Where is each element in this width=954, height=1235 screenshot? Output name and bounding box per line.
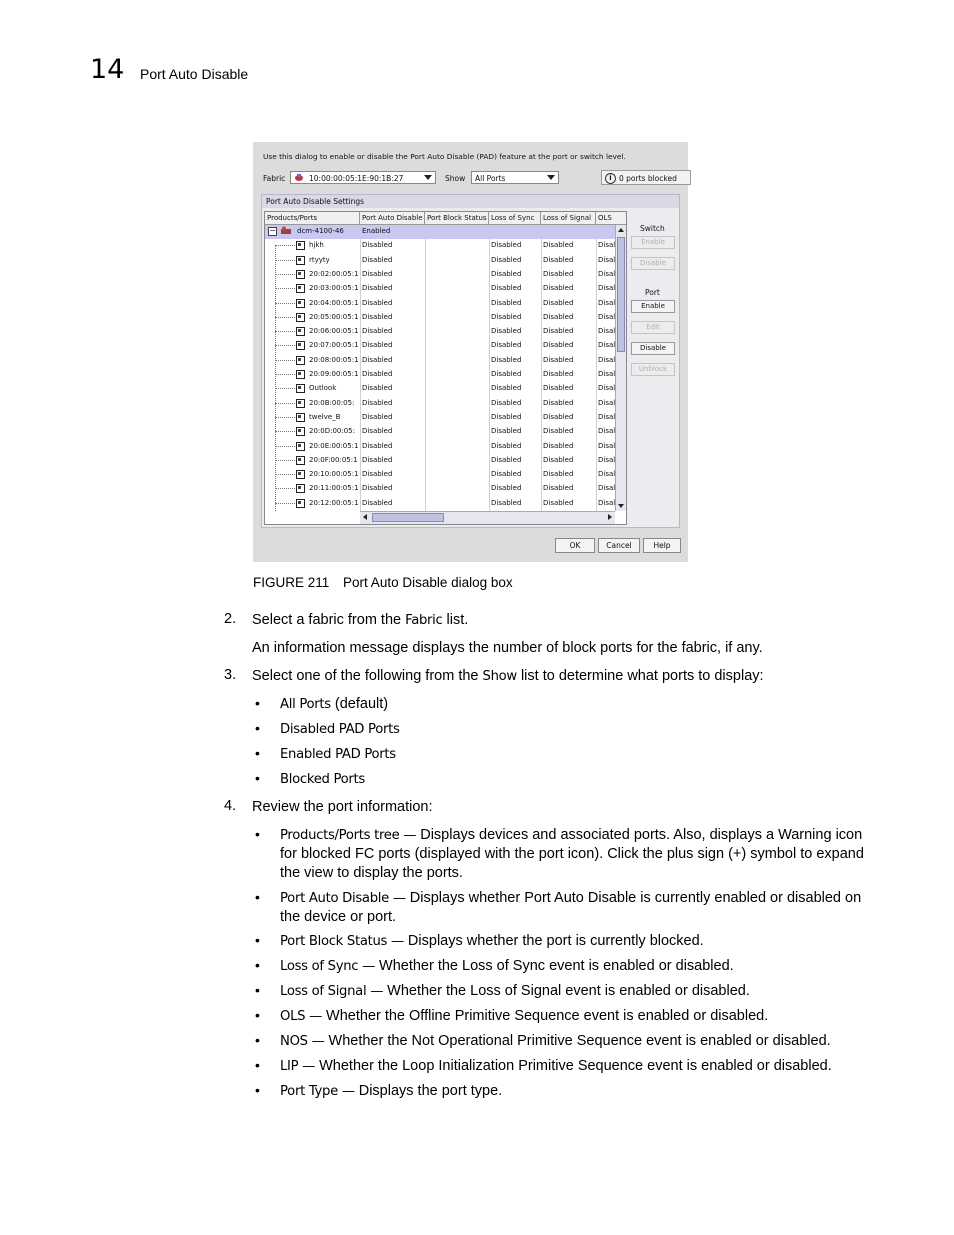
port-pad: Disabled [362, 384, 393, 393]
port-ols: Disal [598, 298, 615, 307]
table-row[interactable] [265, 497, 615, 511]
bullet-icon: • [255, 770, 260, 786]
bullet-icon: • [255, 932, 260, 948]
step-number: 2. [224, 611, 237, 627]
info-description: Whether the Not Operational Primitive Sequence event is enabled or disabled. [324, 1033, 831, 1049]
port-loss-signal: Disabled [543, 284, 574, 293]
port-ols: Disal [598, 312, 615, 321]
port-ols: Disal [598, 241, 615, 250]
port-pad: Disabled [362, 398, 393, 407]
port-loss-sync: Disabled [491, 255, 522, 264]
port-name: 20:12:00:05:1 [309, 498, 359, 507]
port-loss-sync: Disabled [491, 355, 522, 364]
settings-table [264, 211, 627, 525]
port-ols: Disal [598, 427, 615, 436]
bullet-icon: • [255, 1082, 260, 1098]
bullet-icon: • [255, 1032, 260, 1048]
port-icon [296, 384, 305, 393]
port-name: 20:0D:00:05: [309, 427, 355, 436]
port-icon [296, 284, 305, 293]
port-loss-sync: Disabled [491, 341, 522, 350]
bullet-icon: • [255, 957, 260, 973]
port-loss-signal: Disabled [543, 470, 574, 479]
switch-pad: Enabled [362, 227, 391, 235]
port-ols: Disal [598, 269, 615, 278]
port-name: Outlook [309, 384, 337, 393]
table-header [265, 212, 627, 225]
step-2-note: An information message displays the number of block ports for the fabric, if any. [252, 640, 763, 656]
scroll-up-icon[interactable] [618, 228, 624, 232]
port-name: 20:08:00:05:1 [309, 355, 359, 364]
table-row[interactable] [265, 440, 615, 454]
scroll-left-icon[interactable] [363, 514, 367, 520]
port-auto-disable-dialog [253, 142, 688, 562]
show-select-value: All Ports [475, 174, 506, 183]
port-pad: Disabled [362, 341, 393, 350]
port-name: 20:09:00:05:1 [309, 370, 359, 378]
table-row[interactable] [265, 239, 615, 253]
info-description: Whether the Loss of Sync event is enabled or disabled. [374, 958, 734, 974]
port-loss-sync: Disabled [491, 312, 522, 321]
port-loss-sync: Disabled [491, 470, 522, 479]
step-text [252, 667, 764, 686]
horizontal-scroll-thumb[interactable] [372, 513, 444, 522]
table-row[interactable] [265, 425, 615, 439]
port-loss-signal: Disabled [543, 498, 574, 507]
port-ols: Disal [598, 398, 615, 407]
blocked-status [601, 170, 691, 185]
table-row[interactable] [265, 282, 615, 296]
port-icon [296, 427, 305, 436]
port-loss-signal: Disabled [543, 384, 574, 393]
port-name: 20:02:00:05:1 [309, 269, 359, 278]
port-ols: Disal [598, 284, 615, 293]
cancel-button[interactable]: Cancel [598, 538, 640, 553]
port-loss-sync: Disabled [491, 384, 522, 393]
port-loss-sync: Disabled [491, 455, 522, 464]
switch-disable-button[interactable]: Disable [631, 257, 675, 270]
table-row[interactable] [265, 325, 615, 339]
switch-name: dcm-4100-46 [297, 227, 344, 235]
port-name: rtyyty [309, 255, 330, 264]
info-term: NOS — [280, 1034, 325, 1049]
port-loss-signal: Disabled [543, 441, 574, 450]
port-pad: Disabled [362, 298, 393, 307]
port-name: 20:0E:00:05:1 [309, 441, 359, 450]
chapter-title: Port Auto Disable [140, 66, 249, 82]
port-ols: Disal [598, 255, 615, 264]
chapter-number: 14 [90, 54, 125, 85]
port-loss-sync: Disabled [491, 370, 522, 378]
port-pad: Disabled [362, 355, 393, 364]
port-pad: Disabled [362, 312, 393, 321]
column-header-loss-sync[interactable]: Loss of Sync [489, 212, 541, 224]
table-row[interactable] [265, 468, 615, 482]
collapse-icon[interactable]: − [269, 226, 276, 235]
settings-title: Port Auto Disable Settings [266, 197, 365, 206]
info-description: Displays whether Port Auto Disable is currently enabled or disabled on the device or port. [280, 890, 862, 925]
fabric-label: Fabric [263, 174, 286, 183]
port-icon [296, 313, 305, 322]
port-icon [296, 270, 305, 279]
port-section-label: Port [645, 288, 660, 297]
table-row[interactable] [265, 254, 615, 268]
show-option-item [280, 720, 872, 739]
port-ols: Disal [598, 384, 615, 393]
port-pad: Disabled [362, 427, 393, 436]
port-loss-sync: Disabled [491, 327, 522, 336]
port-loss-sync: Disabled [491, 298, 522, 307]
bullet-icon: • [255, 720, 260, 736]
port-icon [296, 470, 305, 479]
port-name: 20:06:00:05:1 [309, 327, 359, 336]
port-pad: Disabled [362, 241, 393, 250]
port-icon [296, 327, 305, 336]
port-name: 20:0F:00:05:1 [309, 455, 358, 464]
bullet-icon: • [255, 826, 260, 842]
port-info-item [280, 1007, 872, 1026]
port-loss-sync: Disabled [491, 412, 522, 421]
port-icon [296, 299, 305, 308]
table-row[interactable] [265, 397, 615, 411]
port-ols: Disal [598, 455, 615, 464]
chevron-down-icon [547, 175, 555, 180]
port-name: 20:04:00:05:1 [309, 298, 359, 307]
option-term: Blocked Ports [280, 772, 365, 787]
port-icon [296, 241, 305, 250]
fabric-select-value: 10:00:00:05:1E:90:1B:27 [309, 174, 404, 183]
info-term: Products/Ports tree — [280, 828, 417, 843]
port-icon [296, 499, 305, 508]
bullet-icon: • [255, 982, 260, 998]
port-icon [296, 413, 305, 422]
info-description: Whether the Loop Initialization Primitive Sequence event is enabled or disabled. [315, 1058, 832, 1074]
step-term: Fabric [405, 613, 443, 628]
bullet-icon: • [255, 1057, 260, 1073]
port-info-item [280, 889, 872, 927]
port-icon [296, 256, 305, 265]
bullet-icon: • [255, 695, 260, 711]
port-ols: Disal [598, 370, 615, 378]
port-icon [296, 356, 305, 365]
port-icon [296, 370, 305, 379]
port-pad: Disabled [362, 484, 393, 493]
port-ols: Disal [598, 470, 615, 479]
port-info-item [280, 1082, 872, 1101]
port-loss-signal: Disabled [543, 341, 574, 350]
port-pad: Disabled [362, 327, 393, 336]
port-loss-signal: Disabled [543, 355, 574, 364]
port-ols: Disal [598, 441, 615, 450]
table-row[interactable] [265, 411, 615, 425]
info-term: OLS — [280, 1009, 322, 1024]
port-loss-sync: Disabled [491, 241, 522, 250]
step-text-post: list to determine what ports to display: [516, 668, 764, 684]
port-edit-button[interactable]: Edit [631, 321, 675, 334]
step-text-pre: Select one of the following from the [252, 668, 483, 684]
vertical-scroll-thumb[interactable] [617, 237, 625, 352]
vertical-scrollbar[interactable] [615, 225, 627, 511]
step-number: 3. [224, 667, 237, 683]
port-loss-signal: Disabled [543, 298, 574, 307]
port-name: 20:0B:00:05: [309, 398, 355, 407]
fabric-select[interactable] [290, 171, 436, 184]
switch-row[interactable] [265, 225, 615, 239]
chevron-down-icon [424, 175, 432, 180]
port-loss-signal: Disabled [543, 484, 574, 493]
figure-title: Port Auto Disable dialog box [343, 575, 513, 590]
port-loss-sync: Disabled [491, 427, 522, 436]
port-loss-sync: Disabled [491, 284, 522, 293]
port-loss-signal: Disabled [543, 269, 574, 278]
info-icon: i [605, 173, 616, 184]
port-loss-signal: Disabled [543, 255, 574, 264]
port-pad: Disabled [362, 255, 393, 264]
table-row[interactable] [265, 482, 615, 496]
show-option-item [280, 745, 872, 764]
port-loss-sync: Disabled [491, 484, 522, 493]
port-loss-sync: Disabled [491, 498, 522, 507]
table-row[interactable] [265, 311, 615, 325]
port-enable-button[interactable]: Enable [631, 300, 675, 313]
help-button[interactable]: Help [643, 538, 681, 553]
fabric-icon [294, 173, 304, 182]
port-ols: Disal [598, 355, 615, 364]
column-header-pad[interactable]: Port Auto Disable [360, 212, 425, 224]
column-header-loss-signal[interactable]: Loss of Signal [541, 212, 596, 224]
column-header-products[interactable]: Products/Ports [265, 212, 360, 224]
port-loss-signal: Disabled [543, 370, 574, 378]
port-name: 20:11:00:05:1 [309, 484, 359, 493]
port-icon [296, 456, 305, 465]
step-text: Review the port information: [252, 799, 433, 815]
option-term: All Ports [280, 697, 331, 712]
port-icon [296, 484, 305, 493]
show-label: Show [445, 174, 466, 183]
port-pad: Disabled [362, 370, 393, 378]
port-info-item [280, 957, 872, 976]
port-loss-signal: Disabled [543, 312, 574, 321]
bullet-icon: • [255, 889, 260, 905]
step-term: Show [482, 669, 517, 684]
table-row[interactable] [265, 297, 615, 311]
port-pad: Disabled [362, 455, 393, 464]
column-header-block-status[interactable]: Port Block Status [425, 212, 489, 224]
port-name: hjkh [309, 241, 324, 250]
show-option-item [280, 770, 872, 789]
info-term: Port Type — [280, 1084, 355, 1099]
port-name: twelve_B [309, 412, 341, 421]
port-loss-signal: Disabled [543, 455, 574, 464]
port-name: 20:10:00:05:1 [309, 470, 359, 479]
switch-enable-button[interactable]: Enable [631, 236, 675, 249]
port-ols: Disal [598, 498, 615, 507]
port-name: 20:07:00:05:1 [309, 341, 359, 350]
scroll-down-icon[interactable] [618, 504, 624, 508]
port-unblock-button[interactable]: Unblock [631, 363, 675, 376]
step-text [252, 611, 468, 630]
info-description: Displays devices and associated ports. Also, displays a Warning icon for blocked FC ports (displayed with the port icon). Click the plus sign (+) symbol to expand the view to display the ports. [280, 827, 864, 881]
table-row[interactable] [265, 382, 615, 396]
horizontal-scrollbar[interactable] [360, 511, 615, 524]
port-ols: Disal [598, 484, 615, 493]
table-row[interactable] [265, 268, 615, 282]
info-term: LIP — [280, 1059, 316, 1074]
fabric-row [263, 170, 683, 186]
column-header-ols[interactable]: OLS [598, 214, 612, 222]
settings-panel [261, 194, 680, 528]
port-loss-sync: Disabled [491, 441, 522, 450]
info-term: Loss of Sync — [280, 959, 375, 974]
table-row[interactable] [265, 339, 615, 353]
info-description: Whether the Offline Primitive Sequence event is enabled or disabled. [321, 1008, 769, 1024]
port-disable-button[interactable]: Disable [631, 342, 675, 355]
option-rest: (default) [330, 696, 389, 712]
option-term: Disabled PAD Ports [280, 722, 400, 737]
port-ols: Disal [598, 327, 615, 336]
ok-button[interactable]: OK [555, 538, 595, 553]
info-description: Displays the port type. [354, 1083, 503, 1099]
port-name: 20:05:00:05:1 [309, 312, 359, 321]
port-icon [296, 442, 305, 451]
port-pad: Disabled [362, 412, 393, 421]
port-pad: Disabled [362, 470, 393, 479]
info-term: Port Block Status — [280, 934, 404, 949]
figure-caption [253, 575, 513, 590]
port-loss-signal: Disabled [543, 241, 574, 250]
show-select[interactable] [471, 171, 559, 184]
table-rows [265, 225, 615, 511]
port-loss-sync: Disabled [491, 269, 522, 278]
bullet-icon: • [255, 745, 260, 761]
dialog-message: Use this dialog to enable or disable the Port Auto Disable (PAD) feature at the port or switch level. [263, 152, 626, 161]
port-loss-signal: Disabled [543, 327, 574, 336]
step-text-pre: Select a fabric from the [252, 612, 406, 628]
figure-label: FIGURE 211 [253, 575, 330, 590]
port-ols: Disal [598, 341, 615, 350]
port-pad: Disabled [362, 441, 393, 450]
settings-title-bar [262, 195, 679, 208]
info-description: Whether the Loss of Signal event is enabled or disabled. [383, 983, 750, 999]
switch-icon [280, 226, 292, 235]
port-loss-signal: Disabled [543, 398, 574, 407]
bullet-icon: • [255, 1007, 260, 1023]
port-name: 20:03:00:05:1 [309, 284, 359, 293]
port-loss-signal: Disabled [543, 412, 574, 421]
info-term: Loss of Signal — [280, 984, 384, 999]
port-ols: Disal [598, 412, 615, 421]
switch-section-label: Switch [640, 224, 665, 233]
info-term: Port Auto Disable — [280, 891, 406, 906]
step-text-post: list. [442, 612, 469, 628]
port-pad: Disabled [362, 284, 393, 293]
show-option-item [280, 695, 872, 714]
port-info-item [280, 982, 872, 1001]
port-info-item [280, 1032, 872, 1051]
step-number: 4. [224, 798, 237, 814]
table-row[interactable] [265, 368, 615, 382]
info-description: Displays whether the port is currently blocked. [403, 933, 704, 949]
option-term: Enabled PAD Ports [280, 747, 396, 762]
port-pad: Disabled [362, 498, 393, 507]
blocked-status-text: 0 ports blocked [619, 174, 677, 183]
port-info-item [280, 826, 872, 883]
scroll-right-icon[interactable] [608, 514, 612, 520]
port-loss-sync: Disabled [491, 398, 522, 407]
table-row[interactable] [265, 354, 615, 368]
port-info-item [280, 932, 872, 951]
port-icon [296, 399, 305, 408]
table-row[interactable] [265, 454, 615, 468]
port-info-item [280, 1057, 872, 1076]
port-icon [296, 341, 305, 350]
port-loss-signal: Disabled [543, 427, 574, 436]
port-pad: Disabled [362, 269, 393, 278]
